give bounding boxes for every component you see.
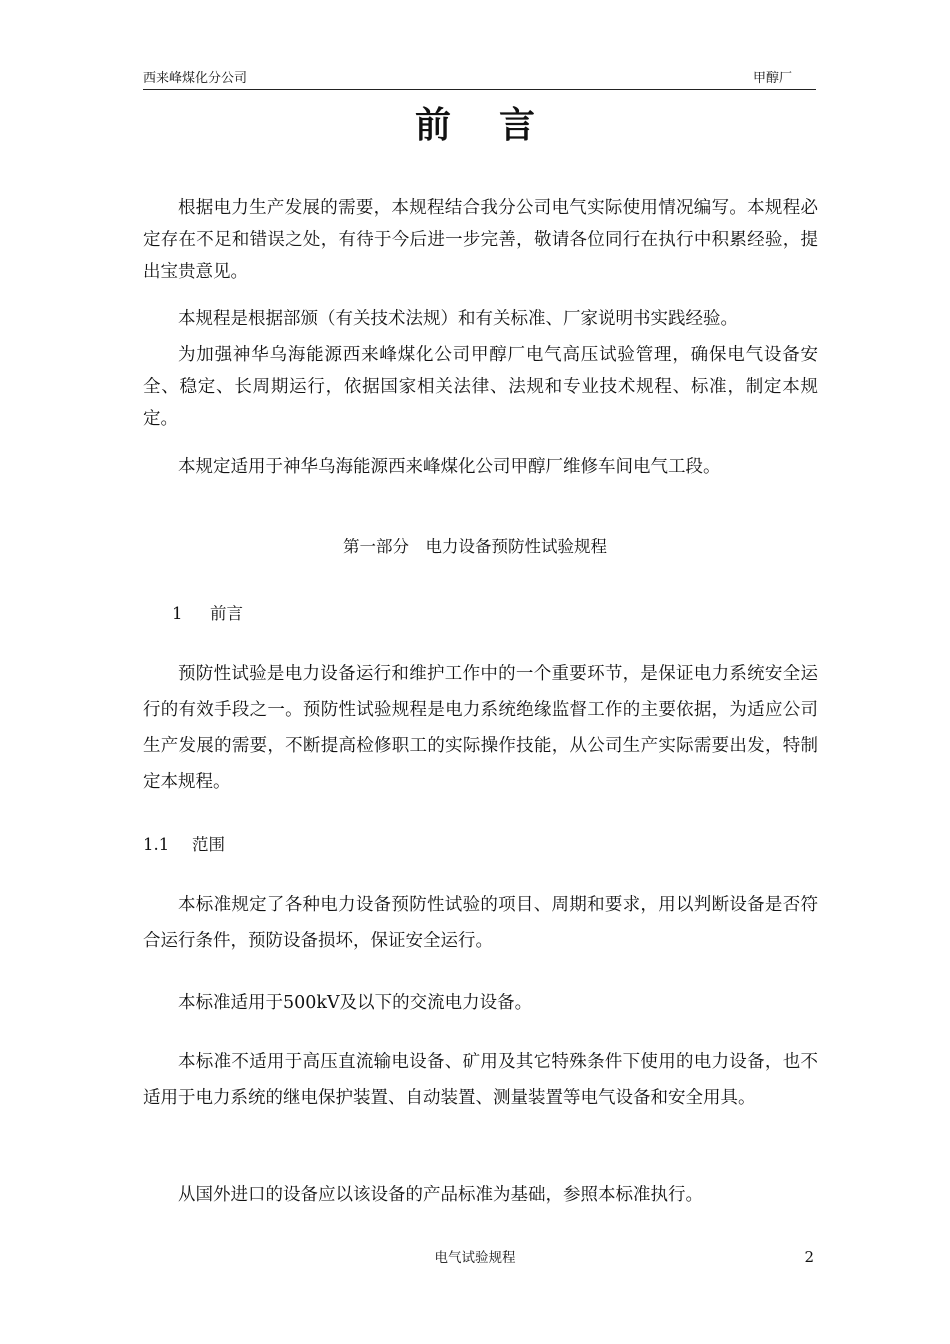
foreword-paragraph-1: 根据电力生产发展的需要，本规程结合我分公司电气实际使用情况编写。本规程必定存在不足和错误之处，有待于今后进一步完善，敬请各位同行在执行中积累经验，提出宝贵意见。 — [143, 198, 818, 282]
foreword-paragraph-3: 为加强神华乌海能源西来峰煤化公司甲醇厂电气高压试验管理，确保电气设备安全、稳定、长周期运行，依据国家相关法律、法规和专业技术规程、标准，制定本规定。 — [143, 345, 818, 429]
scope-paragraph-1: 本标准规定了各种电力设备预防性试验的项目、周期和要求，用以判断设备是否符合运行条件，预防设备损坏，保证安全运行。 — [143, 895, 818, 951]
section-1-1-title: 范围 — [192, 835, 225, 854]
page-number: 2 — [804, 1248, 814, 1266]
scope-paragraph-2: 本标准适用于500kV及以下的交流电力设备。 — [178, 993, 533, 1013]
header-company: 西来峰煤化分公司 — [143, 71, 248, 86]
page-title: 前言 — [414, 104, 583, 146]
section-1-title: 前言 — [210, 604, 243, 623]
header-factory: 甲醇厂 — [752, 71, 792, 86]
footer-title: 电气试验规程 — [434, 1250, 516, 1266]
section-1-number: 1 — [172, 604, 183, 623]
section-1-1-number: 1.1 — [143, 835, 170, 854]
scope-paragraph-4: 从国外进口的设备应以该设备的产品标准为基础，参照本标准执行。 — [178, 1185, 703, 1205]
header-rule — [143, 89, 816, 90]
page-header — [143, 70, 816, 88]
scope-paragraph-3: 本标准不适用于高压直流输电设备、矿用及其它特殊条件下使用的电力设备，也不适用于电力系统的继电保护装置、自动装置、测量装置等电气设备和安全用具。 — [143, 1052, 818, 1108]
foreword-paragraph-2: 本规程是根据部颁（有关技术法规）和有关标准、厂家说明书实践经验。 — [178, 309, 738, 329]
section-1-body: 预防性试验是电力设备运行和维护工作中的一个重要环节，是保证电力系统安全运行的有效手段之一。预防性试验规程是电力系统绝缘监督工作的主要依据，为适应公司生产发展的需要，不断提高检修职工的实际操作技能，从公司生产实际需要出发，特制定本规程。 — [143, 664, 818, 792]
part-title: 第一部分 电力设备预防性试验规程 — [343, 537, 607, 556]
foreword-paragraph-4: 本规定适用于神华乌海能源西来峰煤化公司甲醇厂维修车间电气工段。 — [178, 457, 721, 477]
